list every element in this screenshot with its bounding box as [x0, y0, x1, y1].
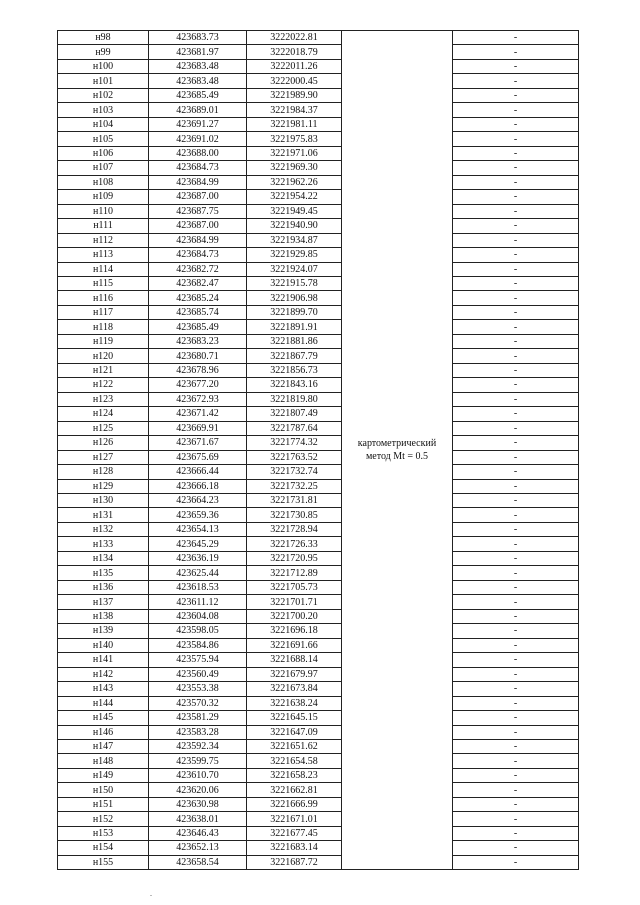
table-row [58, 31, 579, 45]
table-row [58, 248, 579, 262]
value-cell: - [453, 667, 579, 681]
point-id-cell: н105 [58, 132, 149, 146]
y-coordinate-cell: 3221654.58 [247, 754, 342, 768]
y-coordinate-cell: 3222011.26 [247, 59, 342, 73]
y-coordinate-cell: 3221662.81 [247, 783, 342, 797]
value-cell: - [453, 465, 579, 479]
x-coordinate-cell: 423575.94 [149, 653, 247, 667]
x-coordinate-cell: 423691.27 [149, 117, 247, 131]
x-coordinate-cell: 423581.29 [149, 711, 247, 725]
point-id-cell: н135 [58, 566, 149, 580]
coordinates-table-body [58, 31, 579, 870]
point-id-cell: н122 [58, 378, 149, 392]
point-id-cell: н151 [58, 797, 149, 811]
value-cell: - [453, 190, 579, 204]
table-row [58, 797, 579, 811]
y-coordinate-cell: 3221924.07 [247, 262, 342, 276]
value-cell: - [453, 363, 579, 377]
point-id-cell: н101 [58, 74, 149, 88]
x-coordinate-cell: 423669.91 [149, 421, 247, 435]
value-cell: - [453, 204, 579, 218]
y-coordinate-cell: 3221915.78 [247, 276, 342, 290]
x-coordinate-cell: 423610.70 [149, 768, 247, 782]
x-coordinate-cell: 423683.48 [149, 74, 247, 88]
table-row [58, 436, 579, 450]
y-coordinate-cell: 3221705.73 [247, 580, 342, 594]
point-id-cell: н124 [58, 407, 149, 421]
value-cell: - [453, 161, 579, 175]
value-cell: - [453, 768, 579, 782]
x-coordinate-cell: 423636.19 [149, 551, 247, 565]
table-row [58, 653, 579, 667]
value-cell: - [453, 479, 579, 493]
point-id-cell: н103 [58, 103, 149, 117]
x-coordinate-cell: 423599.75 [149, 754, 247, 768]
point-id-cell: н141 [58, 653, 149, 667]
y-coordinate-cell: 3221687.72 [247, 855, 342, 869]
point-id-cell: н121 [58, 363, 149, 377]
point-id-cell: н131 [58, 508, 149, 522]
value-cell: - [453, 378, 579, 392]
table-row [58, 233, 579, 247]
y-coordinate-cell: 3221677.45 [247, 826, 342, 840]
x-coordinate-cell: 423688.00 [149, 146, 247, 160]
x-coordinate-cell: 423618.53 [149, 580, 247, 594]
y-coordinate-cell: 3221647.09 [247, 725, 342, 739]
point-id-cell: н139 [58, 624, 149, 638]
point-id-cell: н134 [58, 551, 149, 565]
table-row [58, 45, 579, 59]
value-cell: - [453, 248, 579, 262]
value-cell: - [453, 551, 579, 565]
point-id-cell: н154 [58, 841, 149, 855]
y-coordinate-cell: 3221732.74 [247, 465, 342, 479]
x-coordinate-cell: 423659.36 [149, 508, 247, 522]
point-id-cell: н109 [58, 190, 149, 204]
value-cell: - [453, 233, 579, 247]
y-coordinate-cell: 3221954.22 [247, 190, 342, 204]
y-coordinate-cell: 3222000.45 [247, 74, 342, 88]
x-coordinate-cell: 423683.48 [149, 59, 247, 73]
y-coordinate-cell: 3221891.91 [247, 320, 342, 334]
table-row [58, 508, 579, 522]
y-coordinate-cell: 3221730.85 [247, 508, 342, 522]
point-id-cell: н155 [58, 855, 149, 869]
table-row [58, 88, 579, 102]
y-coordinate-cell: 3221971.06 [247, 146, 342, 160]
point-id-cell: н142 [58, 667, 149, 681]
table-row [58, 580, 579, 594]
table-row [58, 146, 579, 160]
point-id-cell: н104 [58, 117, 149, 131]
y-coordinate-cell: 3221934.87 [247, 233, 342, 247]
point-id-cell: н150 [58, 783, 149, 797]
point-id-cell: н107 [58, 161, 149, 175]
table-row [58, 349, 579, 363]
x-coordinate-cell: 423685.24 [149, 291, 247, 305]
x-coordinate-cell: 423620.06 [149, 783, 247, 797]
x-coordinate-cell: 423666.18 [149, 479, 247, 493]
y-coordinate-cell: 3221700.20 [247, 609, 342, 623]
table-row [58, 262, 579, 276]
table-row [58, 725, 579, 739]
point-id-cell: н118 [58, 320, 149, 334]
y-coordinate-cell: 3221774.32 [247, 436, 342, 450]
y-coordinate-cell: 3221949.45 [247, 204, 342, 218]
table-row [58, 219, 579, 233]
y-coordinate-cell: 3221984.37 [247, 103, 342, 117]
value-cell: - [453, 103, 579, 117]
value-cell: - [453, 841, 579, 855]
point-id-cell: н117 [58, 305, 149, 319]
point-id-cell: н132 [58, 522, 149, 536]
x-coordinate-cell: 423592.34 [149, 739, 247, 753]
table-row [58, 638, 579, 652]
y-coordinate-cell: 3221969.30 [247, 161, 342, 175]
value-cell: - [453, 262, 579, 276]
point-id-cell: н113 [58, 248, 149, 262]
x-coordinate-cell: 423630.98 [149, 797, 247, 811]
x-coordinate-cell: 423671.67 [149, 436, 247, 450]
y-coordinate-cell: 3221679.97 [247, 667, 342, 681]
value-cell: - [453, 74, 579, 88]
table-row [58, 494, 579, 508]
x-coordinate-cell: 423682.47 [149, 276, 247, 290]
point-id-cell: н115 [58, 276, 149, 290]
y-coordinate-cell: 3221763.52 [247, 450, 342, 464]
value-cell: - [453, 305, 579, 319]
x-coordinate-cell: 423645.29 [149, 537, 247, 551]
x-coordinate-cell: 423658.54 [149, 855, 247, 869]
table-row [58, 276, 579, 290]
table-row [58, 783, 579, 797]
table-row [58, 421, 579, 435]
x-coordinate-cell: 423598.05 [149, 624, 247, 638]
y-coordinate-cell: 3221731.81 [247, 494, 342, 508]
table-row [58, 566, 579, 580]
y-coordinate-cell: 3221989.90 [247, 88, 342, 102]
table-row [58, 161, 579, 175]
y-coordinate-cell: 3221881.86 [247, 334, 342, 348]
x-coordinate-cell: 423638.01 [149, 812, 247, 826]
point-id-cell: н145 [58, 711, 149, 725]
point-id-cell: н112 [58, 233, 149, 247]
x-coordinate-cell: 423685.49 [149, 320, 247, 334]
x-coordinate-cell: 423677.20 [149, 378, 247, 392]
table-row [58, 74, 579, 88]
point-id-cell: н136 [58, 580, 149, 594]
x-coordinate-cell: 423652.13 [149, 841, 247, 855]
point-id-cell: н110 [58, 204, 149, 218]
x-coordinate-cell: 423675.69 [149, 450, 247, 464]
table-row [58, 754, 579, 768]
value-cell: - [453, 88, 579, 102]
value-cell: - [453, 537, 579, 551]
y-coordinate-cell: 3221671.01 [247, 812, 342, 826]
y-coordinate-cell: 3221651.62 [247, 739, 342, 753]
y-coordinate-cell: 3221819.80 [247, 392, 342, 406]
table-row [58, 711, 579, 725]
y-coordinate-cell: 3221787.64 [247, 421, 342, 435]
point-id-cell: н138 [58, 609, 149, 623]
table-row [58, 392, 579, 406]
value-cell: - [453, 45, 579, 59]
point-id-cell: н100 [58, 59, 149, 73]
point-id-cell: н148 [58, 754, 149, 768]
table-row [58, 305, 579, 319]
x-coordinate-cell: 423685.49 [149, 88, 247, 102]
point-id-cell: н120 [58, 349, 149, 363]
table-row [58, 595, 579, 609]
table-row [58, 175, 579, 189]
value-cell: - [453, 609, 579, 623]
y-coordinate-cell: 3221638.24 [247, 696, 342, 710]
value-cell: - [453, 682, 579, 696]
point-id-cell: н125 [58, 421, 149, 435]
point-id-cell: н106 [58, 146, 149, 160]
x-coordinate-cell: 423553.38 [149, 682, 247, 696]
y-coordinate-cell: 3221962.26 [247, 175, 342, 189]
value-cell: - [453, 754, 579, 768]
x-coordinate-cell: 423681.97 [149, 45, 247, 59]
x-coordinate-cell: 423611.12 [149, 595, 247, 609]
x-coordinate-cell: 423685.74 [149, 305, 247, 319]
y-coordinate-cell: 3222018.79 [247, 45, 342, 59]
value-cell: - [453, 59, 579, 73]
value-cell: - [453, 653, 579, 667]
value-cell: - [453, 725, 579, 739]
x-coordinate-cell: 423684.99 [149, 233, 247, 247]
point-id-cell: н126 [58, 436, 149, 450]
scan-artifact [150, 895, 152, 896]
y-coordinate-cell: 3221696.18 [247, 624, 342, 638]
table-row [58, 522, 579, 536]
table-row [58, 667, 579, 681]
x-coordinate-cell: 423666.44 [149, 465, 247, 479]
point-id-cell: н143 [58, 682, 149, 696]
value-cell: - [453, 450, 579, 464]
point-id-cell: н153 [58, 826, 149, 840]
value-cell: - [453, 812, 579, 826]
y-coordinate-cell: 3221712.89 [247, 566, 342, 580]
y-coordinate-cell: 3221666.99 [247, 797, 342, 811]
y-coordinate-cell: 3221929.85 [247, 248, 342, 262]
method-note-line-1: картометрический [357, 438, 437, 450]
y-coordinate-cell: 3221658.23 [247, 768, 342, 782]
table-row [58, 739, 579, 753]
point-id-cell: н128 [58, 465, 149, 479]
value-cell: - [453, 276, 579, 290]
value-cell: - [453, 175, 579, 189]
point-id-cell: н129 [58, 479, 149, 493]
x-coordinate-cell: 423680.71 [149, 349, 247, 363]
table-row [58, 812, 579, 826]
point-id-cell: н137 [58, 595, 149, 609]
point-id-cell: н99 [58, 45, 149, 59]
value-cell: - [453, 508, 579, 522]
value-cell: - [453, 739, 579, 753]
point-id-cell: н147 [58, 739, 149, 753]
table-row [58, 624, 579, 638]
value-cell: - [453, 522, 579, 536]
table-row [58, 826, 579, 840]
point-id-cell: н130 [58, 494, 149, 508]
table-row [58, 551, 579, 565]
table-row [58, 103, 579, 117]
value-cell: - [453, 392, 579, 406]
table-row [58, 190, 579, 204]
table-row [58, 334, 579, 348]
point-id-cell: н146 [58, 725, 149, 739]
x-coordinate-cell: 423687.75 [149, 204, 247, 218]
x-coordinate-cell: 423684.73 [149, 248, 247, 262]
y-coordinate-cell: 3221940.90 [247, 219, 342, 233]
table-row [58, 117, 579, 131]
y-coordinate-cell: 3221726.33 [247, 537, 342, 551]
y-coordinate-cell: 3221732.25 [247, 479, 342, 493]
table-row [58, 320, 579, 334]
point-id-cell: н152 [58, 812, 149, 826]
x-coordinate-cell: 423687.00 [149, 190, 247, 204]
y-coordinate-cell: 3221688.14 [247, 653, 342, 667]
value-cell: - [453, 855, 579, 869]
table-row [58, 768, 579, 782]
y-coordinate-cell: 3221975.83 [247, 132, 342, 146]
y-coordinate-cell: 3221683.14 [247, 841, 342, 855]
table-row [58, 363, 579, 377]
table-row [58, 537, 579, 551]
y-coordinate-cell: 3222022.81 [247, 31, 342, 45]
point-id-cell: н144 [58, 696, 149, 710]
x-coordinate-cell: 423691.02 [149, 132, 247, 146]
table-row [58, 609, 579, 623]
value-cell: - [453, 826, 579, 840]
value-cell: - [453, 624, 579, 638]
x-coordinate-cell: 423678.96 [149, 363, 247, 377]
value-cell: - [453, 566, 579, 580]
x-coordinate-cell: 423687.00 [149, 219, 247, 233]
x-coordinate-cell: 423684.73 [149, 161, 247, 175]
value-cell: - [453, 797, 579, 811]
x-coordinate-cell: 423604.08 [149, 609, 247, 623]
point-id-cell: н133 [58, 537, 149, 551]
coordinates-table [57, 30, 579, 870]
x-coordinate-cell: 423625.44 [149, 566, 247, 580]
point-id-cell: н119 [58, 334, 149, 348]
value-cell: - [453, 407, 579, 421]
y-coordinate-cell: 3221843.16 [247, 378, 342, 392]
point-id-cell: н98 [58, 31, 149, 45]
value-cell: - [453, 783, 579, 797]
value-cell: - [453, 117, 579, 131]
y-coordinate-cell: 3221906.98 [247, 291, 342, 305]
table-row [58, 378, 579, 392]
value-cell: - [453, 638, 579, 652]
x-coordinate-cell: 423583.28 [149, 725, 247, 739]
value-cell: - [453, 711, 579, 725]
x-coordinate-cell: 423664.23 [149, 494, 247, 508]
table-row [58, 696, 579, 710]
x-coordinate-cell: 423672.93 [149, 392, 247, 406]
value-cell: - [453, 219, 579, 233]
value-cell: - [453, 349, 579, 363]
y-coordinate-cell: 3221720.95 [247, 551, 342, 565]
x-coordinate-cell: 423654.13 [149, 522, 247, 536]
value-cell: - [453, 494, 579, 508]
point-id-cell: н111 [58, 219, 149, 233]
point-id-cell: н127 [58, 450, 149, 464]
y-coordinate-cell: 3221899.70 [247, 305, 342, 319]
x-coordinate-cell: 423671.42 [149, 407, 247, 421]
x-coordinate-cell: 423584.86 [149, 638, 247, 652]
value-cell: - [453, 132, 579, 146]
y-coordinate-cell: 3221856.73 [247, 363, 342, 377]
value-cell: - [453, 696, 579, 710]
value-cell: - [453, 320, 579, 334]
y-coordinate-cell: 3221867.79 [247, 349, 342, 363]
value-cell: - [453, 31, 579, 45]
point-id-cell: н102 [58, 88, 149, 102]
y-coordinate-cell: 3221673.84 [247, 682, 342, 696]
x-coordinate-cell: 423646.43 [149, 826, 247, 840]
value-cell: - [453, 580, 579, 594]
table-row [58, 407, 579, 421]
y-coordinate-cell: 3221807.49 [247, 407, 342, 421]
point-id-cell: н108 [58, 175, 149, 189]
y-coordinate-cell: 3221981.11 [247, 117, 342, 131]
x-coordinate-cell: 423689.01 [149, 103, 247, 117]
table-row [58, 132, 579, 146]
value-cell: - [453, 146, 579, 160]
x-coordinate-cell: 423570.32 [149, 696, 247, 710]
value-cell: - [453, 421, 579, 435]
x-coordinate-cell: 423684.99 [149, 175, 247, 189]
x-coordinate-cell: 423682.72 [149, 262, 247, 276]
value-cell: - [453, 291, 579, 305]
value-cell: - [453, 334, 579, 348]
value-cell: - [453, 595, 579, 609]
y-coordinate-cell: 3221728.94 [247, 522, 342, 536]
table-row [58, 465, 579, 479]
table-row [58, 479, 579, 493]
point-id-cell: н116 [58, 291, 149, 305]
point-id-cell: н140 [58, 638, 149, 652]
table-row [58, 59, 579, 73]
table-row [58, 841, 579, 855]
point-id-cell: н149 [58, 768, 149, 782]
table-row [58, 682, 579, 696]
x-coordinate-cell: 423683.23 [149, 334, 247, 348]
x-coordinate-cell: 423683.73 [149, 31, 247, 45]
table-row [58, 855, 579, 869]
method-note-cell [342, 31, 453, 870]
x-coordinate-cell: 423560.49 [149, 667, 247, 681]
table-row [58, 204, 579, 218]
point-id-cell: н114 [58, 262, 149, 276]
table-row [58, 450, 579, 464]
method-note-line-2: метод Mt = 0.5 [365, 451, 429, 463]
value-cell: - [453, 436, 579, 450]
y-coordinate-cell: 3221701.71 [247, 595, 342, 609]
y-coordinate-cell: 3221645.15 [247, 711, 342, 725]
y-coordinate-cell: 3221691.66 [247, 638, 342, 652]
table-row [58, 291, 579, 305]
point-id-cell: н123 [58, 392, 149, 406]
